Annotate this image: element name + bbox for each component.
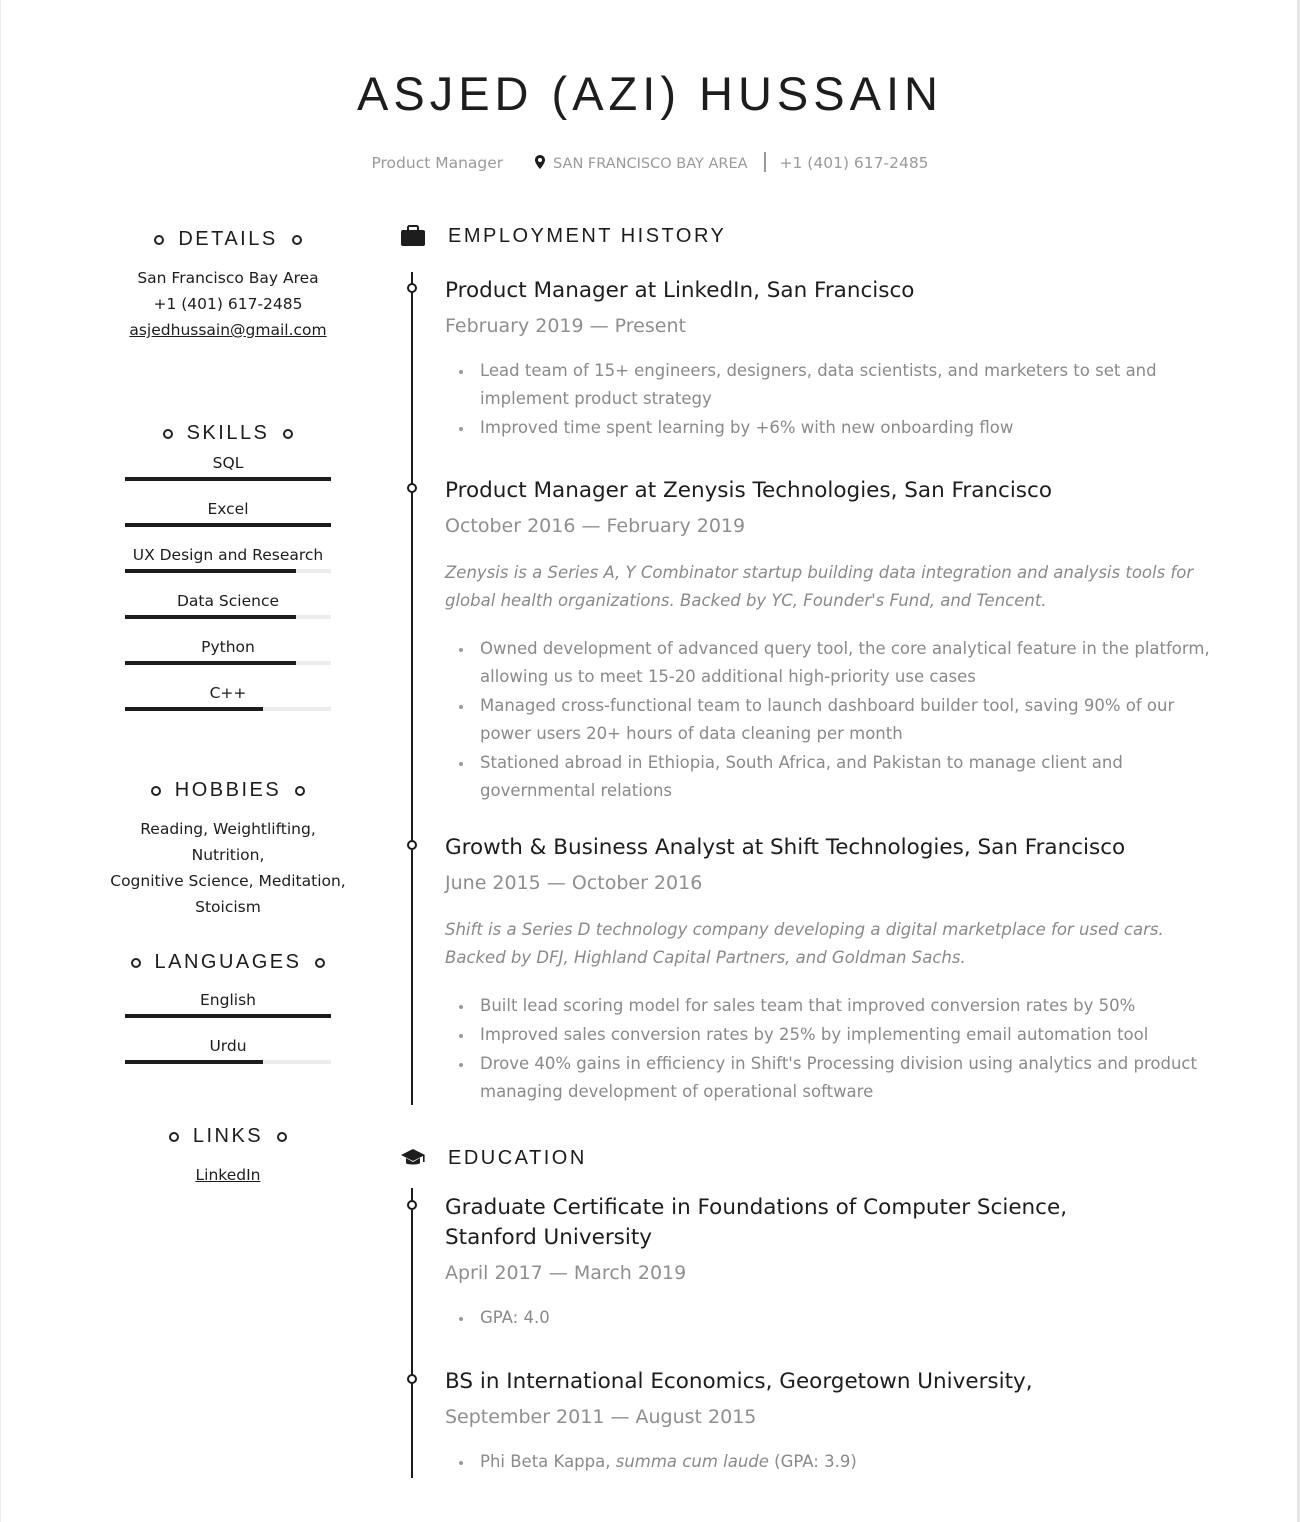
meter-track bbox=[125, 707, 331, 711]
meter-track bbox=[125, 569, 331, 573]
job-title: Product Manager at Zenysis Technologies, San Francisco bbox=[445, 478, 1052, 503]
details-heading-text: DETAILS bbox=[178, 228, 278, 250]
meter-track bbox=[125, 1060, 331, 1064]
hobbies-line: Reading, Weightlifting, Nutrition, bbox=[140, 820, 316, 864]
ring-icon bbox=[163, 429, 173, 439]
job-bullet: Built lead scoring model for sales team that improved conversion rates by 50% bbox=[445, 992, 1215, 1020]
job-dates: October 2016 — February 2019 bbox=[445, 515, 746, 537]
job-bullet: Improved sales conversion rates by 25% by implementing email automation tool bbox=[445, 1021, 1215, 1049]
meter-item bbox=[125, 1032, 331, 1064]
meter-track bbox=[125, 477, 331, 481]
meter-label: C++ bbox=[209, 684, 247, 702]
job-dates: February 2019 — Present bbox=[445, 315, 686, 337]
honor-latin: summa cum laude bbox=[615, 1452, 769, 1471]
skills-heading-text: SKILLS bbox=[186, 422, 270, 444]
ring-icon bbox=[315, 958, 325, 968]
ring-icon bbox=[169, 1132, 179, 1142]
job-entry bbox=[445, 476, 1215, 806]
meter-track bbox=[125, 523, 331, 527]
hobbies-line: Cognitive Science, Meditation, bbox=[110, 872, 346, 890]
meter-item bbox=[125, 986, 331, 1018]
meter-fill bbox=[125, 523, 331, 527]
job-bullets bbox=[445, 635, 1215, 805]
timeline-dot bbox=[407, 283, 417, 293]
employment-heading bbox=[400, 222, 726, 250]
details-phone: +1 (401) 617-2485 bbox=[153, 295, 303, 313]
job-bullet: Drove 40% gains in efficiency in Shift's Processing division using analytics and product managing development of operational software bbox=[445, 1050, 1215, 1106]
meter-fill bbox=[125, 707, 263, 711]
header-location: SAN FRANCISCO BAY AREA bbox=[553, 156, 748, 172]
job-entry bbox=[445, 833, 1215, 1107]
education-title: Graduate Certificate in Foundations of Computer Science, Stanford University bbox=[445, 1195, 1068, 1250]
education-bullets bbox=[445, 1304, 1145, 1332]
meter-fill bbox=[125, 477, 331, 481]
details-location: San Francisco Bay Area bbox=[137, 269, 319, 287]
education-title: BS in International Economics, Georgetown University, bbox=[445, 1369, 1033, 1394]
job-description: Zenysis is a Series A, Y Combinator startup building data integration and analysis tools for global health organizations. Backed by YC, Founder's Fund, and Tencent. bbox=[445, 563, 1194, 610]
details-section bbox=[108, 228, 348, 343]
candidate-name: ASJED (AZI) HUSSAIN bbox=[357, 67, 943, 120]
meter-track bbox=[125, 661, 331, 665]
meter-item bbox=[125, 449, 331, 481]
details-heading bbox=[108, 228, 348, 251]
education-heading-text: EDUCATION bbox=[448, 1146, 587, 1169]
ring-icon bbox=[154, 235, 164, 245]
meter-fill bbox=[125, 569, 296, 573]
ring-icon bbox=[277, 1132, 287, 1142]
links-heading-text: LINKS bbox=[192, 1125, 264, 1147]
ring-icon bbox=[295, 786, 305, 796]
meter-item bbox=[125, 587, 331, 619]
hobbies-heading bbox=[108, 779, 348, 802]
meter-fill bbox=[125, 615, 296, 619]
job-entry bbox=[445, 276, 1215, 443]
job-title: Product Manager at LinkedIn, San Francisco bbox=[445, 278, 915, 303]
honor-gpa: (GPA: 3.9) bbox=[768, 1452, 857, 1471]
job-description: Shift is a Series D technology company developing a digital marketplace for used cars. Backed by DFJ, Highland Capital Partners, and Goldman Sachs. bbox=[445, 920, 1164, 967]
education-bullets bbox=[445, 1448, 1215, 1476]
education-bullet bbox=[445, 1448, 1215, 1476]
meter-track bbox=[125, 1014, 331, 1018]
job-bullets bbox=[445, 992, 1215, 1106]
languages-list bbox=[108, 986, 348, 1064]
meter-label: Python bbox=[201, 638, 255, 656]
job-bullet: Managed cross-functional team to launch dashboard builder tool, saving 90% of our power users 20+ hours of data cleaning per month bbox=[445, 692, 1215, 748]
job-bullet: Stationed abroad in Ethiopia, South Africa, and Pakistan to manage client and governmental relations bbox=[445, 749, 1215, 805]
meter-fill bbox=[125, 661, 296, 665]
meter-item bbox=[125, 541, 331, 573]
timeline-dot bbox=[407, 1200, 417, 1210]
honor-text: Phi Beta Kappa, bbox=[480, 1452, 616, 1471]
employment-timeline bbox=[411, 272, 413, 1105]
skills-list bbox=[108, 449, 348, 711]
job-title: Growth & Business Analyst at Shift Technologies, San Francisco bbox=[445, 835, 1126, 860]
meter-label: English bbox=[200, 991, 256, 1009]
meter-item bbox=[125, 633, 331, 665]
meter-label: Excel bbox=[207, 500, 249, 518]
languages-section bbox=[108, 951, 348, 1064]
header-divider bbox=[764, 152, 766, 172]
education-entry bbox=[445, 1367, 1215, 1477]
header-job-title: Product Manager bbox=[371, 154, 504, 172]
timeline-dot bbox=[407, 840, 417, 850]
education-timeline bbox=[411, 1188, 413, 1478]
ring-icon bbox=[151, 786, 161, 796]
ring-icon bbox=[131, 958, 141, 968]
meter-label: Data Science bbox=[176, 592, 280, 610]
education-heading bbox=[400, 1144, 587, 1172]
ring-icon bbox=[292, 235, 302, 245]
linkedin-link[interactable]: LinkedIn bbox=[195, 1166, 261, 1184]
job-bullets bbox=[445, 357, 1215, 442]
hobbies-heading-text: HOBBIES bbox=[174, 779, 282, 801]
skills-section bbox=[108, 422, 348, 711]
education-entry bbox=[445, 1193, 1145, 1333]
education-bullet: GPA: 4.0 bbox=[445, 1304, 1145, 1332]
education-dates: September 2011 — August 2015 bbox=[445, 1406, 757, 1428]
skills-heading bbox=[108, 422, 348, 445]
meter-label: Urdu bbox=[209, 1037, 247, 1055]
job-dates: June 2015 — October 2016 bbox=[445, 872, 703, 894]
meter-track bbox=[125, 615, 331, 619]
meter-item bbox=[125, 495, 331, 527]
links-section bbox=[108, 1125, 348, 1188]
meter-item bbox=[125, 679, 331, 711]
timeline-dot bbox=[407, 483, 417, 493]
job-bullet: Lead team of 15+ engineers, designers, data scientists, and marketers to set and implement product strategy bbox=[445, 357, 1215, 413]
job-bullet: Owned development of advanced query tool, the core analytical feature in the platform, allowing us to meet 15-20 additional high-priority use cases bbox=[445, 635, 1215, 691]
languages-heading-text: LANGUAGES bbox=[154, 951, 302, 973]
employment-heading-text: EMPLOYMENT HISTORY bbox=[448, 224, 727, 247]
links-heading bbox=[108, 1125, 348, 1148]
languages-heading bbox=[108, 951, 348, 974]
timeline-dot bbox=[407, 1374, 417, 1384]
header-phone: +1 (401) 617-2485 bbox=[779, 154, 929, 172]
graduation-cap-icon bbox=[400, 1144, 430, 1172]
ring-icon bbox=[283, 429, 293, 439]
job-bullet: Improved time spent learning by +6% with new onboarding flow bbox=[445, 414, 1215, 442]
meter-fill bbox=[125, 1014, 331, 1018]
meter-fill bbox=[125, 1060, 263, 1064]
meter-label: SQL bbox=[212, 454, 244, 472]
details-email-link[interactable]: asjedhussain@gmail.com bbox=[129, 321, 327, 339]
hobbies-line: Stoicism bbox=[195, 898, 261, 916]
hobbies-section bbox=[108, 779, 348, 920]
education-dates: April 2017 — March 2019 bbox=[445, 1262, 687, 1284]
header-subline bbox=[0, 152, 1300, 172]
page-edge-left bbox=[0, 0, 1, 1522]
location-pin-icon bbox=[535, 155, 545, 169]
briefcase-icon bbox=[400, 222, 430, 250]
meter-label: UX Design and Research bbox=[132, 546, 324, 564]
